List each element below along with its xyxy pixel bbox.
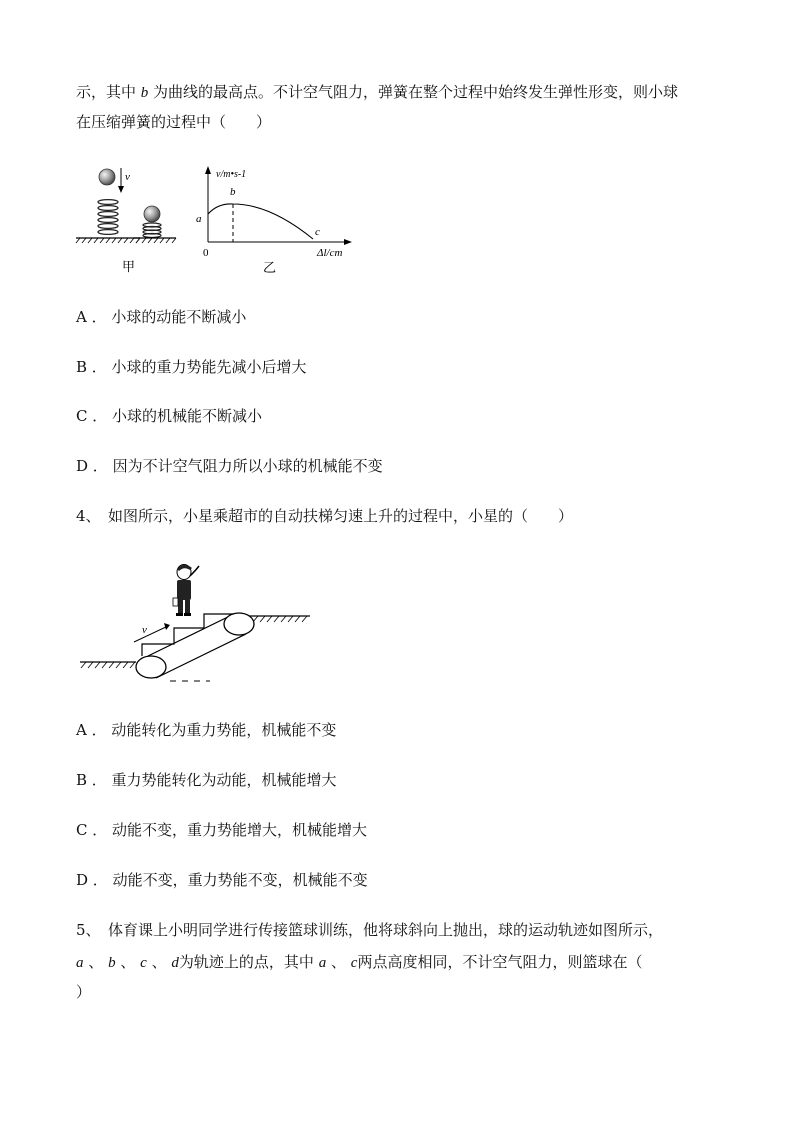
- q3-stem-text-a: 示，其中: [76, 83, 141, 101]
- person-xiaoxing: [173, 565, 199, 617]
- belt-top-edge: [148, 614, 234, 656]
- q4-option-b[interactable]: B ． 重力势能转化为动能，机械能增大: [76, 771, 337, 789]
- label-v-escalator: v: [142, 624, 147, 636]
- q3-stem-var-b: b: [140, 85, 149, 101]
- velocity-arrowhead: [118, 186, 124, 193]
- q3-stem-line1: [76, 82, 678, 103]
- q5-stem-mid2: 两点高度相同，不计空气阻力，则篮球在（: [357, 953, 643, 971]
- spring-uncompressed: [98, 200, 118, 235]
- ground-hatch-1: [76, 238, 140, 243]
- graph-y-arrowhead: [205, 166, 211, 174]
- graph-origin: 0: [203, 247, 209, 259]
- q5-point-b: b: [108, 955, 116, 971]
- falling-ball: [99, 169, 115, 185]
- escalator-velocity-arrowhead: [164, 623, 170, 630]
- velocity-curve: [208, 204, 313, 239]
- q4-escalator-figure: [78, 560, 318, 690]
- q5-point-a-2: a: [318, 955, 327, 971]
- q5-point-c: c: [140, 955, 147, 971]
- escalator-velocity-arrow: [134, 626, 168, 642]
- lower-roller: [136, 656, 166, 678]
- resting-ball: [144, 206, 160, 222]
- q5-point-c-2: c: [350, 955, 358, 971]
- q3-stem-text-c: 为曲线的最高点。不计空气阻力，弹簧在整个过程中始终发生弹性形变，则小球: [148, 83, 679, 101]
- q5-point-d: d: [171, 955, 179, 971]
- upper-ground-hatch: [253, 616, 307, 622]
- graph-x-arrowhead: [344, 239, 352, 245]
- q3-figure: [70, 158, 370, 280]
- caption-yi: 乙: [263, 260, 277, 275]
- q5-sep-3: 、: [151, 953, 167, 971]
- q3-option-d[interactable]: D ． 因为不计空气阻力所以小球的机械能不变: [76, 457, 383, 475]
- q3-option-b[interactable]: B ． 小球的重力势能先减小后增大: [76, 358, 307, 376]
- caption-jia: 甲: [122, 259, 136, 274]
- q4-stem: 4、 如图所示，小星乘超市的自动扶梯匀速上升的过程中，小星的（ ）: [76, 507, 574, 525]
- q3-option-c[interactable]: C ． 小球的机械能不断减小: [76, 407, 263, 425]
- q5-stem-line1: 5、 体育课上小明同学进行传接篮球训练，他将球斜向上抛出，球的运动轨迹如图所示，: [76, 921, 664, 939]
- lower-ground-hatch: [81, 662, 135, 668]
- q5-sep-4: 、: [330, 953, 346, 971]
- q3-option-a[interactable]: A ． 小球的动能不断减小: [76, 308, 247, 326]
- graph-y-label: v/m•s-1: [216, 169, 247, 180]
- graph-x-label: Δl/cm: [317, 247, 343, 259]
- q4-option-c[interactable]: C ． 动能不变，重力势能增大，机械能增大: [76, 821, 368, 839]
- q5-stem-mid1: 为轨迹上的点，其中: [178, 953, 314, 971]
- spring-compressed: [143, 223, 161, 238]
- label-v-jia: v: [125, 171, 130, 183]
- q5-sep-2: 、: [120, 953, 136, 971]
- graph-point-c: c: [315, 226, 320, 238]
- upper-roller: [224, 613, 254, 635]
- q3-stem-line2: 在压缩弹簧的过程中（ ）: [76, 113, 272, 131]
- graph-point-b: b: [230, 186, 236, 198]
- q5-sep-1: 、: [88, 953, 104, 971]
- q5-point-a: a: [76, 955, 84, 971]
- q4-option-a[interactable]: A ． 动能转化为重力势能，机械能不变: [76, 721, 337, 739]
- ground-hatch-2: [136, 238, 176, 243]
- q5-stem-line2: [76, 952, 642, 973]
- q5-stem-line3: ）: [76, 983, 92, 1001]
- belt-bottom-edge: [156, 634, 246, 678]
- q4-option-d[interactable]: D ． 动能不变，重力势能不变，机械能不变: [76, 871, 368, 889]
- graph-point-a: a: [196, 213, 202, 225]
